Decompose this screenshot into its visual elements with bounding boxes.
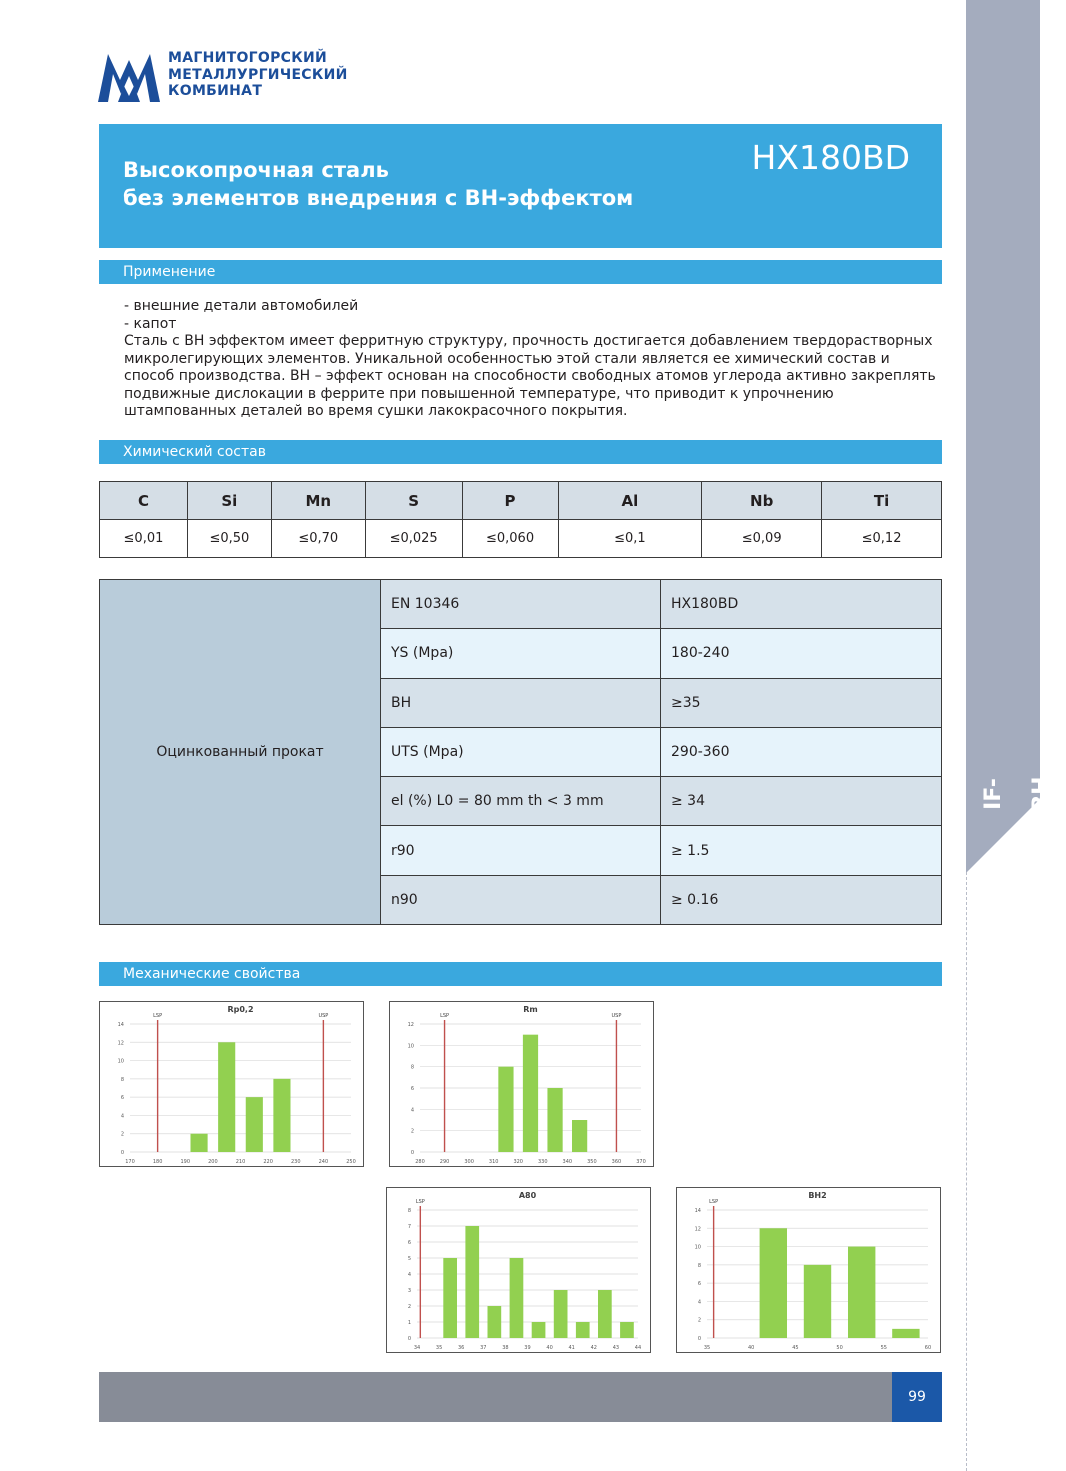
chart-rp02 xyxy=(99,1001,364,1167)
chem-header: Ti xyxy=(822,482,942,520)
x-tick-label: 250 xyxy=(346,1159,356,1165)
chem-value: ≤0,09 xyxy=(702,520,822,558)
bar xyxy=(598,1290,612,1338)
bar xyxy=(576,1322,590,1338)
y-tick-label: 2 xyxy=(410,1128,414,1135)
property-value: 290-360 xyxy=(661,727,942,776)
property-value: ≥ 0.16 xyxy=(661,875,942,924)
properties-row xyxy=(100,580,942,629)
x-tick-label: 35 xyxy=(703,1345,711,1351)
y-tick-label: 2 xyxy=(697,1317,701,1324)
x-tick-label: 340 xyxy=(562,1159,573,1165)
bar xyxy=(273,1079,290,1152)
property-value: ≥ 34 xyxy=(661,777,942,826)
x-tick-label: 290 xyxy=(439,1159,450,1165)
y-tick-label: 6 xyxy=(407,1240,411,1246)
chemical-value-row xyxy=(100,520,942,558)
y-tick-label: 0 xyxy=(697,1336,701,1342)
y-tick-label: 2 xyxy=(120,1131,124,1138)
x-tick-label: 320 xyxy=(513,1159,523,1165)
company-name-line: МЕТАЛЛУРГИЧЕСКИЙ xyxy=(168,66,348,83)
bar xyxy=(465,1226,479,1338)
bar xyxy=(498,1067,513,1152)
section-application: Применение xyxy=(99,260,942,284)
y-tick-label: 8 xyxy=(407,1208,411,1214)
chem-value: ≤0,060 xyxy=(462,520,558,558)
company-name-line: КОМБИНАТ xyxy=(168,83,263,99)
property-name: r90 xyxy=(381,826,661,875)
chem-value: ≤0,12 xyxy=(822,520,942,558)
bar xyxy=(848,1247,875,1338)
chart-rm xyxy=(389,1001,654,1167)
property-value: HX180BD xyxy=(661,580,942,629)
y-tick-label: 10 xyxy=(407,1043,414,1050)
bar xyxy=(523,1035,538,1152)
chem-header: Al xyxy=(558,482,702,520)
x-tick-label: 36 xyxy=(458,1345,465,1351)
y-tick-label: 12 xyxy=(407,1022,414,1028)
mmk-logo-icon xyxy=(98,50,160,102)
limit-label: USP xyxy=(611,1013,622,1019)
limit-label: LSP xyxy=(415,1199,425,1205)
application-text xyxy=(124,298,942,421)
y-tick-label: 6 xyxy=(120,1095,124,1102)
x-tick-label: 40 xyxy=(546,1345,553,1351)
chart-title: BH2 xyxy=(808,1191,827,1200)
bar xyxy=(760,1228,787,1338)
side-tab-label: IF-BH xyxy=(981,776,1054,812)
bar xyxy=(804,1265,831,1338)
chart-title: Rp0,2 xyxy=(227,1005,254,1014)
margin-dash-line xyxy=(966,872,967,1471)
x-tick-label: 45 xyxy=(792,1345,799,1351)
bar xyxy=(554,1290,568,1338)
header-banner xyxy=(99,124,942,248)
bar xyxy=(443,1258,457,1338)
bar xyxy=(547,1088,562,1152)
bar xyxy=(487,1306,501,1338)
x-tick-label: 300 xyxy=(464,1159,474,1165)
y-tick-label: 6 xyxy=(697,1281,701,1288)
property-value: 180-240 xyxy=(661,629,942,678)
x-tick-label: 370 xyxy=(636,1159,646,1165)
x-tick-label: 44 xyxy=(634,1345,642,1351)
bar xyxy=(218,1042,235,1152)
chem-header: Mn xyxy=(271,482,365,520)
chart-bh2 xyxy=(676,1187,941,1353)
x-tick-label: 240 xyxy=(318,1159,329,1165)
chem-value: ≤0,1 xyxy=(558,520,702,558)
property-name: n90 xyxy=(381,875,661,924)
steel-grade: HX180BD xyxy=(751,138,910,177)
x-tick-label: 230 xyxy=(290,1159,301,1165)
chem-value: ≤0,70 xyxy=(271,520,365,558)
bar xyxy=(246,1097,263,1152)
property-name: UTS (Mpa) xyxy=(381,727,661,776)
chemical-table xyxy=(99,481,942,558)
x-tick-label: 360 xyxy=(611,1159,622,1165)
x-tick-label: 170 xyxy=(125,1159,135,1165)
x-tick-label: 35 xyxy=(435,1345,443,1351)
chemical-header-row xyxy=(100,482,942,520)
property-name: el (%) L0 = 80 mm th < 3 mm xyxy=(381,777,661,826)
x-tick-label: 34 xyxy=(413,1345,421,1351)
x-tick-label: 55 xyxy=(880,1345,887,1351)
chart-title: Rm xyxy=(523,1005,538,1014)
y-tick-label: 7 xyxy=(407,1224,411,1230)
limit-label: LSP xyxy=(440,1013,450,1019)
y-tick-label: 5 xyxy=(407,1256,411,1262)
chem-value: ≤0,025 xyxy=(365,520,462,558)
x-tick-label: 42 xyxy=(590,1345,597,1351)
properties-table xyxy=(99,579,942,925)
x-tick-label: 43 xyxy=(612,1345,620,1351)
bar xyxy=(620,1322,634,1338)
y-tick-label: 4 xyxy=(410,1107,414,1114)
page-title xyxy=(123,156,633,212)
page-number: 99 xyxy=(892,1372,942,1422)
y-tick-label: 6 xyxy=(410,1086,414,1092)
bar xyxy=(892,1329,919,1338)
page-title-line: без элементов внедрения с ВН-эффектом xyxy=(123,186,634,210)
x-tick-label: 39 xyxy=(524,1345,531,1351)
chem-header: S xyxy=(365,482,462,520)
x-tick-label: 210 xyxy=(235,1159,246,1165)
chem-header: C xyxy=(100,482,188,520)
limit-label: USP xyxy=(318,1013,329,1019)
x-tick-label: 220 xyxy=(263,1159,273,1165)
x-tick-label: 41 xyxy=(568,1345,575,1351)
application-item: - внешние детали автомобилей xyxy=(124,298,359,314)
company-name xyxy=(168,50,348,100)
x-tick-label: 280 xyxy=(415,1159,425,1165)
y-tick-label: 8 xyxy=(410,1064,414,1071)
y-tick-label: 8 xyxy=(120,1076,124,1083)
x-tick-label: 40 xyxy=(748,1345,755,1351)
x-tick-label: 190 xyxy=(180,1159,191,1165)
x-tick-label: 350 xyxy=(587,1159,597,1165)
bar xyxy=(510,1258,524,1338)
chem-value: ≤0,50 xyxy=(187,520,271,558)
property-value: ≥35 xyxy=(661,678,942,727)
property-name: BH xyxy=(381,678,661,727)
y-tick-label: 0 xyxy=(120,1150,124,1156)
chart-a80 xyxy=(386,1187,651,1353)
property-value: ≥ 1.5 xyxy=(661,826,942,875)
chem-header: Si xyxy=(187,482,271,520)
property-name: EN 10346 xyxy=(381,580,661,629)
x-tick-label: 330 xyxy=(538,1159,548,1165)
footer-bar xyxy=(99,1372,942,1422)
y-tick-label: 0 xyxy=(410,1150,414,1156)
x-tick-label: 38 xyxy=(502,1345,509,1351)
chem-header: P xyxy=(462,482,558,520)
y-tick-label: 10 xyxy=(117,1058,124,1065)
y-tick-label: 12 xyxy=(694,1226,701,1233)
bar xyxy=(532,1322,546,1338)
side-tab xyxy=(966,0,1054,872)
chem-header: Nb xyxy=(702,482,822,520)
limit-label: LSP xyxy=(153,1013,163,1019)
application-description: Сталь с ВН эффектом имеет ферритную структуру, прочность достигается добавлением твердорастворных микролегирующих элементов. Уникальной особенностью этой стали является ее химический состав и способ производства. ВН – эффект основан на способности свободных атомов углерода активно закреплять подвижные дислокации в феррите при повышенной температуре, что приводит к упрочнению штампованных деталей во время сушки лакокрасочного покрытия. xyxy=(124,333,936,419)
y-tick-label: 12 xyxy=(117,1040,124,1047)
x-tick-label: 60 xyxy=(924,1345,932,1351)
y-tick-label: 14 xyxy=(694,1208,701,1214)
y-tick-label: 0 xyxy=(407,1336,411,1342)
x-tick-label: 180 xyxy=(152,1159,163,1165)
x-tick-label: 310 xyxy=(488,1159,499,1165)
y-tick-label: 3 xyxy=(407,1288,411,1294)
property-name: YS (Mpa) xyxy=(381,629,661,678)
x-tick-label: 50 xyxy=(836,1345,843,1351)
product-type: Оцинкованный прокат xyxy=(100,580,381,925)
y-tick-label: 4 xyxy=(407,1272,411,1278)
application-item: - капот xyxy=(124,315,177,332)
page-title-line: Высокопрочная сталь xyxy=(123,158,389,182)
x-tick-label: 200 xyxy=(208,1159,218,1165)
y-tick-label: 1 xyxy=(407,1320,411,1326)
section-chemical: Химический состав xyxy=(99,440,942,464)
bar xyxy=(572,1120,587,1152)
bar xyxy=(190,1134,207,1152)
y-tick-label: 4 xyxy=(697,1299,701,1306)
x-tick-label: 37 xyxy=(480,1345,487,1351)
section-mechanical: Механические свойства xyxy=(99,962,942,986)
chem-value: ≤0,01 xyxy=(100,520,188,558)
limit-label: LSP xyxy=(709,1199,719,1205)
y-tick-label: 4 xyxy=(120,1113,124,1120)
y-tick-label: 10 xyxy=(694,1244,701,1251)
y-tick-label: 8 xyxy=(697,1262,701,1269)
y-tick-label: 14 xyxy=(117,1022,124,1028)
y-tick-label: 2 xyxy=(407,1304,411,1310)
chart-title: A80 xyxy=(518,1191,537,1200)
company-name-line: МАГНИТОГОРСКИЙ xyxy=(168,50,328,66)
